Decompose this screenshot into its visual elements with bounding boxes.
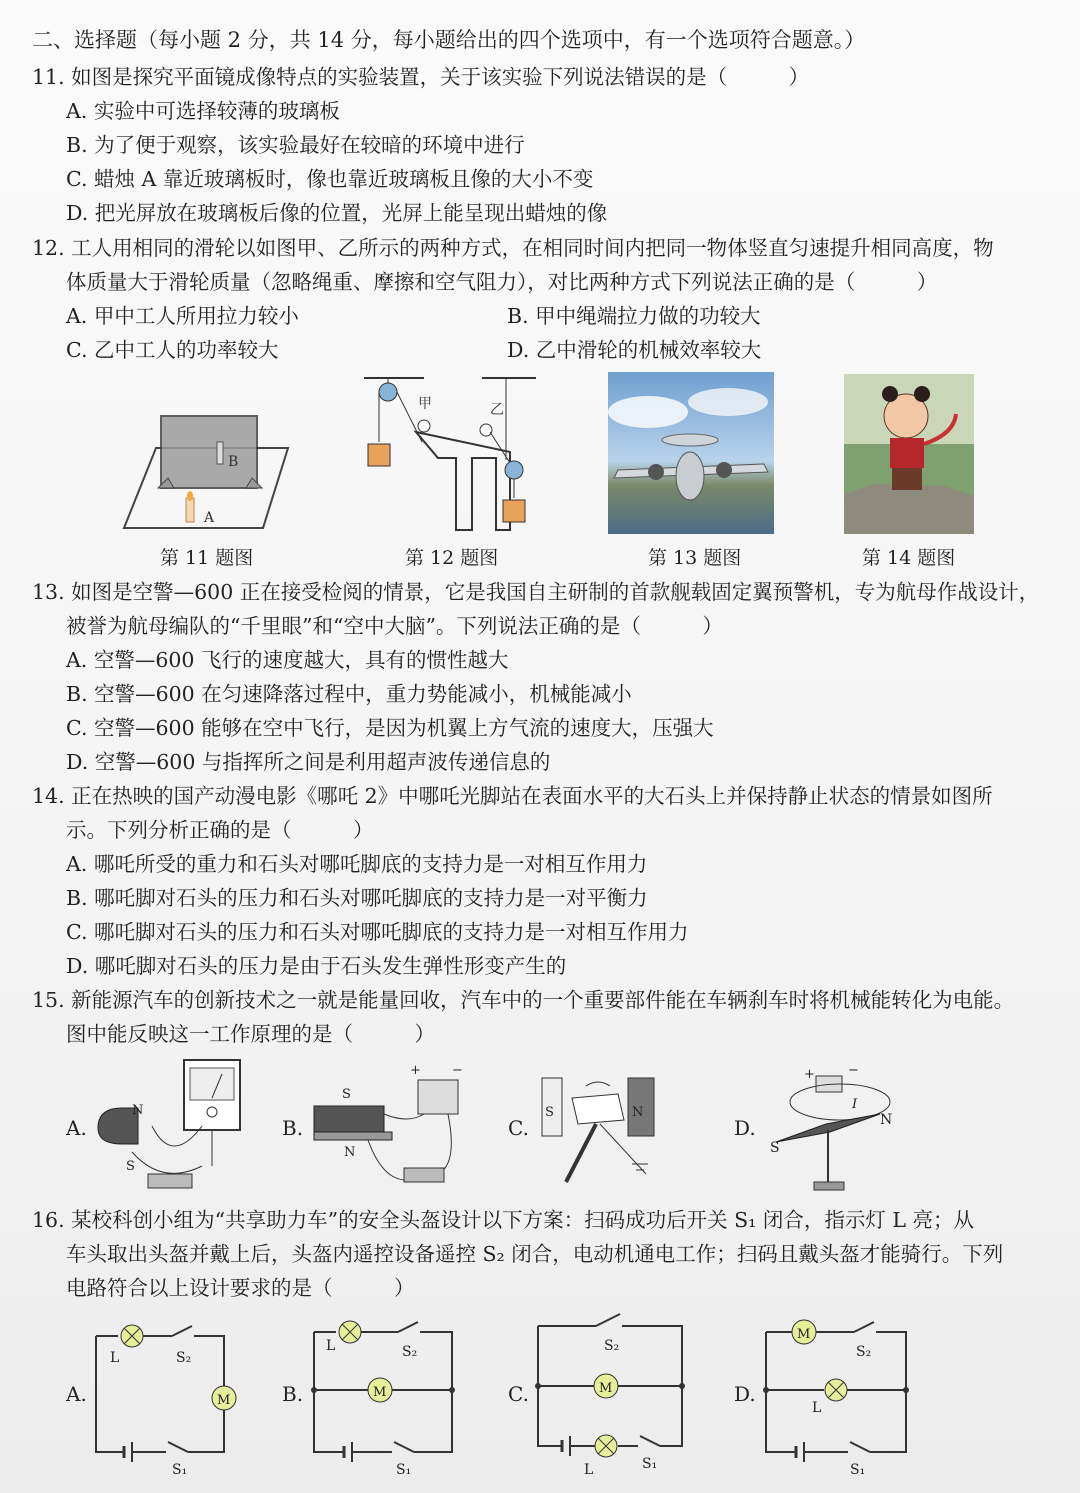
- q14-option-d: D. 哪吒脚对石头的压力是由于石头发生弹性形变产生的: [66, 954, 567, 978]
- q15-d-n: N: [880, 1112, 893, 1128]
- q15-d-current: I: [852, 1097, 858, 1112]
- q14-stem-line2: 示。下列分析正确的是（ ）: [66, 818, 374, 842]
- q15-figure-a-generator: [92, 1056, 252, 1196]
- q11-option-b: B. 为了便于观察，该实验最好在较暗的环境中进行: [66, 133, 525, 157]
- fig12-pulley-setup: [360, 370, 540, 535]
- q15-b-n: N: [344, 1145, 356, 1160]
- fig12-label-yi: 乙: [490, 402, 504, 418]
- q12-option-c: C. 乙中工人的功率较大: [66, 338, 279, 362]
- q14-option-a: A. 哪吒所受的重力和石头对哪吒脚底的支持力是一对相互作用力: [66, 852, 648, 876]
- fig14-caption: 第 14 题图: [862, 547, 956, 569]
- q13-option-b: B. 空警—600 在匀速降落过程中，重力势能减小，机械能减小: [66, 682, 632, 706]
- q15-figure-b-electromagnet: [308, 1064, 468, 1196]
- q15-c-s: S: [545, 1105, 554, 1120]
- q15-letter-d: D.: [734, 1116, 756, 1140]
- q13-option-d: D. 空警—600 与指挥所之间是利用超声波传递信息的: [66, 750, 551, 774]
- q16-a-s2: S₂: [176, 1350, 192, 1366]
- fig11-caption: 第 11 题图: [160, 547, 254, 569]
- q16-a-s1: S₁: [172, 1462, 188, 1478]
- q16-d-l: L: [812, 1400, 822, 1416]
- q13-option-c: C. 空警—600 能够在空中飞行，是因为机翼上方气流的速度大，压强大: [66, 716, 714, 740]
- q15-b-plus: +: [410, 1064, 421, 1078]
- q16-stem-line2: 车头取出头盔并戴上后，头盔内遥控设备遥控 S₂ 闭合，电动机通电工作；扫码且戴头盔才能骑行。下列: [66, 1242, 1004, 1266]
- q14-stem-line1: 14. 正在热映的国产动漫电影《哪吒 2》中哪吒光脚站在表面水平的大石头上并保持静止状态的情景如图所: [32, 784, 993, 808]
- q16-letter-d: D.: [734, 1382, 756, 1406]
- q12-option-b: B. 甲中绳端拉力做的功较大: [507, 304, 761, 328]
- q16-circuit-d: [758, 1316, 918, 1481]
- q15-c-n: N: [632, 1105, 644, 1120]
- q12-stem-line2: 体质量大于滑轮质量（忽略绳重、摩擦和空气阻力），对比两种方式下列说法正确的是（ ）: [66, 270, 938, 294]
- q16-a-m: M: [217, 1393, 231, 1408]
- q16-d-s2: S₂: [856, 1344, 872, 1360]
- q15-stem-line2: 图中能反映这一工作原理的是（ ）: [66, 1022, 435, 1046]
- q16-stem-line3: 电路符合以上设计要求的是（ ）: [66, 1276, 415, 1300]
- fig13-aircraft-photo: [608, 372, 774, 534]
- q16-circuit-b: [306, 1316, 466, 1481]
- q14-option-b: B. 哪吒脚对石头的压力和石头对哪吒脚底的支持力是一对平衡力: [66, 886, 648, 910]
- q14-option-c: C. 哪吒脚对石头的压力和石头对哪吒脚底的支持力是一对相互作用力: [66, 920, 689, 944]
- fig11-mirror-setup: [118, 408, 298, 533]
- q15-a-n: N: [132, 1103, 144, 1118]
- q15-d-plus: +: [804, 1067, 815, 1082]
- q15-d-s: S: [770, 1140, 780, 1156]
- q16-b-s1: S₁: [396, 1462, 412, 1478]
- q16-stem-line1: 16. 某校科创小组为“共享助力车”的安全头盔设计以下方案：扫码成功后开关 S₁ 闭合，指示灯 L 亮；从: [32, 1208, 975, 1232]
- q13-stem-line2: 被誉为航母编队的“千里眼”和“空中大脑”。下列说法正确的是（ ）: [66, 614, 723, 638]
- fig11-label-b: B: [228, 454, 239, 470]
- fig14-nezha-photo: [844, 374, 974, 534]
- fig13-caption: 第 13 题图: [648, 547, 742, 569]
- q11-option-d: D. 把光屏放在玻璃板后像的位置，光屏上能呈现出蜡烛的像: [66, 201, 608, 225]
- q15-figure-c-motor: [536, 1064, 666, 1196]
- q15-b-s: S: [342, 1087, 351, 1102]
- q15-letter-c: C.: [508, 1116, 529, 1140]
- q16-circuit-a: [88, 1316, 248, 1481]
- q16-letter-b: B.: [282, 1382, 304, 1406]
- fig12-caption: 第 12 题图: [405, 547, 499, 569]
- q15-letter-a: A.: [66, 1116, 87, 1140]
- q15-a-s: S: [126, 1159, 135, 1174]
- q16-d-m: M: [797, 1327, 811, 1342]
- q16-letter-a: A.: [66, 1382, 87, 1406]
- q13-stem-line1: 13. 如图是空警—600 正在接受检阅的情景，它是我国自主研制的首款舰载固定翼预警机，专为航母作战设计，: [32, 580, 1040, 604]
- q16-d-s1: S₁: [850, 1462, 866, 1478]
- fig11-label-a: A: [204, 510, 215, 526]
- q15-letter-b: B.: [282, 1116, 304, 1140]
- q13-option-a: A. 空警—600 飞行的速度越大，具有的惯性越大: [66, 648, 509, 672]
- q16-c-l: L: [584, 1462, 594, 1478]
- q12-option-d: D. 乙中滑轮的机械效率较大: [507, 338, 762, 362]
- q16-letter-c: C.: [508, 1382, 529, 1406]
- q12-stem-line1: 12. 工人用相同的滑轮以如图甲、乙所示的两种方式，在相同时间内把同一物体竖直匀速提升相同高度，物: [32, 236, 994, 260]
- section-title: 二、选择题（每小题 2 分，共 14 分，每小题给出的四个选项中，有一个选项符合题意。）: [32, 28, 866, 52]
- q11-stem: 11. 如图是探究平面镜成像特点的实验装置，关于该实验下列说法错误的是（ ）: [32, 65, 810, 89]
- q16-b-m: M: [373, 1385, 387, 1400]
- q16-b-l: L: [326, 1338, 336, 1354]
- q11-option-a: A. 实验中可选择较薄的玻璃板: [66, 99, 340, 123]
- q16-c-m: M: [599, 1381, 613, 1396]
- q16-circuit-c: [530, 1310, 690, 1481]
- fig12-label-jia: 甲: [418, 396, 432, 412]
- q11-option-c: C. 蜡烛 A 靠近玻璃板时，像也靠近玻璃板且像的大小不变: [66, 167, 594, 191]
- q16-a-l: L: [110, 1350, 120, 1366]
- q15-b-minus: −: [452, 1064, 463, 1078]
- q12-option-a: A. 甲中工人所用拉力较小: [66, 304, 299, 328]
- q15-figure-d-oersted: [760, 1062, 910, 1196]
- q15-d-minus: −: [848, 1063, 859, 1078]
- q15-stem-line1: 15. 新能源汽车的创新技术之一就是能量回收，汽车中的一个重要部件能在车辆刹车时将机械能转化为电能。: [32, 988, 1015, 1012]
- q16-b-s2: S₂: [402, 1344, 418, 1360]
- q16-c-s2: S₂: [604, 1338, 620, 1354]
- q16-c-s1: S₁: [642, 1456, 658, 1472]
